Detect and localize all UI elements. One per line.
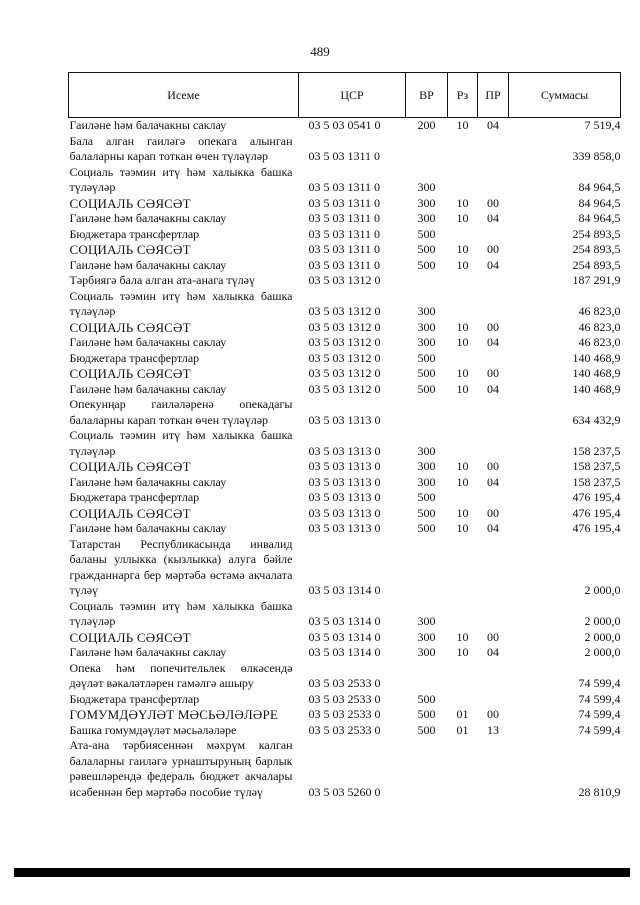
cell-csr: 03 5 03 1312 0 (308, 381, 381, 396)
cell-name: СОЦИАЛЬ СӘЯСӘТ (69, 505, 191, 521)
cell-pr: 04 (487, 645, 499, 659)
cell-csr: 03 5 03 2533 0 (308, 691, 381, 706)
cell-sum: 84 964,5 (578, 195, 621, 210)
cell-csr: 03 5 03 1312 0 (308, 350, 381, 365)
cell-sum: 7 519,4 (584, 118, 621, 132)
cell-vr: 500 (417, 722, 436, 737)
cell-name: СОЦИАЛЬ СӘЯСӘТ (69, 629, 191, 645)
cell-vr: 300 (417, 614, 436, 628)
cell-pr (478, 273, 509, 289)
cell-rz (448, 661, 478, 692)
table-row (69, 118, 621, 134)
cell-pr: 04 (487, 118, 499, 132)
cell-pr: 00 (487, 366, 499, 380)
table-header (69, 73, 621, 118)
cell-sum: 140 468,9 (572, 350, 621, 365)
cell-name: Башка гомумдәүләт мәсьәләләре (69, 722, 237, 737)
cell-name: Бюджетара трансфертлар (69, 691, 200, 706)
cell-csr: 03 5 03 1311 0 (308, 242, 381, 256)
cell-vr (406, 273, 448, 289)
cell-name: Бала алган гаиләгә опекага алынган балаларны карап тоткан өчен түләүләр (69, 133, 293, 163)
cell-csr: 03 5 03 1313 0 (308, 521, 381, 535)
header-vr: ВР (406, 73, 448, 118)
cell-pr (478, 490, 509, 506)
cell-csr: 03 5 03 1311 0 (308, 211, 381, 225)
cell-rz (448, 692, 478, 708)
cell-sum: 84 964,5 (578, 180, 621, 194)
cell-csr: 03 5 03 1311 0 (308, 149, 381, 163)
cell-rz: 10 (456, 319, 469, 334)
cell-pr: 04 (487, 257, 499, 272)
table-row (69, 273, 621, 289)
cell-sum: 158 237,5 (572, 459, 621, 473)
cell-name: Гаиләне һәм балачакны саклау (69, 645, 227, 659)
cell-sum: 2 000,0 (584, 614, 621, 628)
cell-csr: 03 5 03 1313 0 (308, 443, 381, 458)
cell-vr: 500 (417, 257, 436, 272)
table-row (69, 630, 621, 646)
table-row (69, 351, 621, 367)
cell-pr (478, 599, 509, 630)
cell-sum: 158 237,5 (572, 474, 621, 489)
cell-csr: 03 5 03 1313 0 (308, 490, 381, 504)
cell-vr: 300 (417, 459, 436, 473)
cell-name: СОЦИАЛЬ СӘЯСӘТ (69, 195, 191, 211)
table-row (69, 211, 621, 227)
cell-sum: 2 000,0 (584, 645, 621, 659)
cell-name: Татарстан Республикасында инвалид баланы уллыкка (кызлыкка) алуга бәйле гражданнарга бер мәртәбә өстәмә акчалата түләү (69, 536, 293, 597)
cell-name: Социаль тәэмин итү һәм халыкка башка түләүләр (69, 428, 293, 458)
cell-rz (448, 738, 478, 800)
cell-pr: 00 (487, 459, 499, 473)
cell-csr: 03 5 03 2533 0 (308, 676, 381, 690)
cell-name: СОЦИАЛЬ СӘЯСӘТ (69, 242, 191, 257)
cell-csr: 03 5 03 1313 0 (308, 474, 381, 489)
cell-sum: 476 195,4 (572, 521, 621, 535)
cell-csr: 03 5 03 1312 0 (308, 366, 381, 380)
table-row (69, 134, 621, 165)
table-row (69, 382, 621, 398)
cell-rz: 10 (456, 257, 469, 272)
cell-vr: 300 (417, 645, 436, 659)
table-row (69, 723, 621, 739)
cell-csr: 03 5 03 1312 0 (308, 273, 381, 287)
cell-pr: 13 (487, 722, 499, 737)
table-row (69, 599, 621, 630)
cell-sum: 46 823,0 (578, 335, 621, 349)
cell-rz: 10 (456, 242, 469, 256)
cell-name: Опека һәм попечительлек өлкәсендә дәүләт вәкаләтләрен гамәлгә ашыру (69, 660, 293, 690)
cell-csr: 03 5 03 1311 0 (308, 180, 381, 194)
cell-name: Бюджетара трансфертлар (69, 350, 200, 365)
cell-csr: 03 5 03 2533 0 (308, 722, 381, 737)
cell-pr: 00 (487, 629, 499, 644)
cell-pr (478, 227, 509, 243)
table-row (69, 490, 621, 506)
table-row (69, 335, 621, 351)
page-number: 489 (310, 44, 330, 59)
cell-name: Социаль тәэмин итү һәм халыкка башка түләүләр (69, 288, 293, 318)
cell-sum: 74 599,4 (578, 707, 621, 721)
cell-vr: 500 (417, 226, 436, 241)
cell-sum: 158 237,5 (572, 443, 621, 458)
cell-pr (478, 537, 509, 599)
cell-name: Гаиләне һәм балачакны саклау (69, 474, 227, 489)
table-body (69, 118, 621, 801)
cell-vr: 300 (417, 180, 436, 194)
cell-pr (478, 165, 509, 196)
table-row (69, 289, 621, 320)
cell-sum: 476 195,4 (572, 490, 621, 504)
cell-rz (448, 351, 478, 367)
cell-pr: 04 (487, 474, 499, 489)
cell-rz (448, 428, 478, 459)
cell-vr: 300 (417, 335, 436, 349)
cell-csr: 03 5 03 1314 0 (308, 614, 381, 628)
cell-rz (448, 537, 478, 599)
cell-sum: 254 893,5 (572, 257, 621, 272)
cell-name: Гаиләне һәм балачакны саклау (69, 257, 227, 272)
cell-vr: 300 (417, 195, 436, 210)
cell-name: СОЦИАЛЬ СӘЯСӘТ (69, 319, 191, 335)
cell-sum: 339 858,0 (572, 149, 621, 163)
cell-name: ГОМУМДӘҮЛӘТ МӘСЬӘЛӘЛӘРЕ (69, 707, 279, 722)
table-row (69, 196, 621, 212)
cell-csr: 03 5 03 1314 0 (308, 645, 381, 659)
cell-name: Гаиләне һәм балачакны саклау (69, 335, 227, 349)
cell-name: Гаиләне һәм балачакны саклау (69, 381, 227, 396)
cell-sum: 634 432,9 (572, 412, 621, 427)
table-row (69, 459, 621, 475)
cell-vr: 300 (417, 319, 436, 334)
cell-sum: 140 468,9 (572, 381, 621, 396)
cell-pr (478, 134, 509, 165)
cell-vr (406, 738, 448, 800)
cell-name: Социаль тәэмин итү һәм халыкка башка түләүләр (69, 164, 293, 194)
cell-name: СОЦИАЛЬ СӘЯСӘТ (69, 366, 191, 381)
cell-vr (406, 397, 448, 428)
cell-sum: 254 893,5 (572, 226, 621, 241)
header-csr: ЦСР (299, 73, 406, 118)
table-row (69, 521, 621, 537)
cell-vr: 200 (417, 118, 436, 132)
cell-sum: 28 810,9 (578, 784, 621, 799)
cell-csr: 03 5 03 1313 0 (308, 505, 381, 520)
table-row (69, 506, 621, 522)
cell-sum: 46 823,0 (578, 304, 621, 318)
table-row (69, 645, 621, 661)
cell-vr: 500 (417, 490, 436, 504)
cell-name: Бюджетара трансфертлар (69, 226, 200, 241)
cell-rz: 10 (456, 366, 469, 380)
cell-vr: 500 (417, 505, 436, 520)
cell-vr (406, 537, 448, 599)
cell-rz: 10 (456, 195, 469, 210)
table-row (69, 428, 621, 459)
cell-rz: 10 (456, 505, 469, 520)
cell-vr: 300 (417, 211, 436, 225)
table-row (69, 258, 621, 274)
cell-vr: 300 (417, 474, 436, 489)
cell-vr (406, 134, 448, 165)
cell-vr: 300 (417, 629, 436, 644)
cell-sum: 74 599,4 (578, 722, 621, 737)
cell-csr: 03 5 03 1313 0 (308, 459, 381, 473)
budget-table (68, 72, 621, 800)
cell-rz (448, 289, 478, 320)
cell-csr: 03 5 03 1312 0 (308, 335, 381, 349)
cell-csr: 03 5 03 1312 0 (308, 319, 381, 334)
cell-rz (448, 397, 478, 428)
cell-vr: 300 (417, 304, 436, 318)
cell-vr: 300 (417, 443, 436, 458)
cell-rz: 10 (456, 645, 469, 659)
cell-sum: 2 000,0 (584, 629, 621, 644)
cell-rz (448, 273, 478, 289)
cell-csr: 03 5 03 0541 0 (308, 118, 381, 132)
cell-sum: 140 468,9 (572, 366, 621, 380)
cell-rz: 10 (456, 521, 469, 535)
cell-vr: 500 (417, 707, 436, 721)
table-row (69, 320, 621, 336)
cell-csr: 03 5 03 1312 0 (308, 304, 381, 318)
cell-pr: 00 (487, 505, 499, 520)
header-rz: Рз (448, 73, 478, 118)
cell-rz (448, 490, 478, 506)
cell-rz: 10 (456, 211, 469, 225)
cell-pr: 04 (487, 521, 499, 535)
cell-pr (478, 351, 509, 367)
cell-sum: 84 964,5 (578, 211, 621, 225)
cell-pr: 00 (487, 319, 499, 334)
cell-name: Социаль тәэмин итү һәм халыкка башка түләүләр (69, 598, 293, 628)
cell-sum: 187 291,9 (572, 273, 621, 287)
cell-pr (478, 738, 509, 800)
cell-sum: 254 893,5 (572, 242, 621, 256)
cell-vr: 500 (417, 521, 436, 535)
header-name: Исеме (69, 73, 299, 118)
cell-rz: 10 (456, 381, 469, 396)
table-row (69, 738, 621, 800)
cell-name: Опекунңар гаиләләренә опекадагы балаларны карап тоткан өчен түләүләр (69, 397, 293, 427)
cell-pr (478, 428, 509, 459)
table-row (69, 397, 621, 428)
cell-csr: 03 5 03 1311 0 (308, 257, 381, 272)
cell-pr: 00 (487, 242, 499, 256)
cell-csr: 03 5 03 1314 0 (308, 629, 381, 644)
cell-pr: 00 (487, 707, 499, 721)
cell-vr (406, 661, 448, 692)
cell-name: Гаиләне һәм балачакны саклау (69, 211, 227, 225)
cell-rz: 10 (456, 118, 469, 132)
cell-sum: 46 823,0 (578, 319, 621, 334)
cell-name: Гаиләне һәм балачакны саклау (69, 118, 227, 132)
scan-bottom-edge (14, 868, 630, 877)
header-sum: Суммасы (509, 73, 621, 118)
cell-sum: 476 195,4 (572, 505, 621, 520)
cell-rz: 10 (456, 474, 469, 489)
cell-vr: 500 (417, 691, 436, 706)
cell-rz: 10 (456, 459, 469, 473)
table-row (69, 692, 621, 708)
cell-vr: 500 (417, 381, 436, 396)
cell-name: СОЦИАЛЬ СӘЯСӘТ (69, 459, 191, 474)
cell-rz: 01 (456, 722, 469, 737)
table-row (69, 165, 621, 196)
cell-sum: 74 599,4 (578, 691, 621, 706)
header-pr: ПР (478, 73, 509, 118)
cell-pr (478, 661, 509, 692)
cell-name: Гаиләне һәм балачакны саклау (69, 521, 227, 535)
cell-rz (448, 599, 478, 630)
cell-vr: 500 (417, 242, 436, 256)
cell-rz (448, 227, 478, 243)
cell-csr: 03 5 03 1313 0 (308, 412, 381, 427)
cell-name: Тәрбиягә бала алган ата-анага түләү (69, 273, 256, 287)
cell-csr: 03 5 03 1311 0 (308, 226, 381, 241)
cell-name: Ата-ана тәрбиясеннән мәхрүм калган балаларны гаиләгә урнаштыруның барлык рәвешләрендә федераль бюджет акчалары исәбеннән бер мәртәбә пособие түләү (69, 738, 293, 799)
cell-csr: 03 5 03 1314 0 (308, 583, 381, 597)
cell-csr: 03 5 03 2533 0 (308, 707, 381, 721)
cell-pr (478, 397, 509, 428)
cell-rz: 01 (456, 707, 469, 721)
cell-vr: 500 (417, 350, 436, 365)
table-row (69, 661, 621, 692)
cell-rz: 10 (456, 629, 469, 644)
cell-vr: 500 (417, 366, 436, 380)
cell-name: Бюджетара трансфертлар (69, 490, 200, 504)
cell-rz (448, 165, 478, 196)
cell-rz (448, 134, 478, 165)
table-row (69, 366, 621, 382)
table-row (69, 475, 621, 491)
cell-pr (478, 692, 509, 708)
cell-pr: 04 (487, 335, 499, 349)
cell-pr (478, 289, 509, 320)
cell-sum: 2 000,0 (584, 583, 621, 597)
cell-csr: 03 5 03 1311 0 (308, 195, 381, 210)
cell-pr: 00 (487, 195, 499, 210)
cell-pr: 04 (487, 211, 499, 225)
table-row (69, 707, 621, 723)
cell-csr: 03 5 03 5260 0 (308, 784, 381, 799)
table-row (69, 227, 621, 243)
budget-table-container (68, 72, 620, 800)
cell-pr: 04 (487, 381, 499, 396)
table-row (69, 242, 621, 258)
cell-sum: 74 599,4 (578, 676, 621, 690)
table-row (69, 537, 621, 599)
cell-rz: 10 (456, 335, 469, 349)
